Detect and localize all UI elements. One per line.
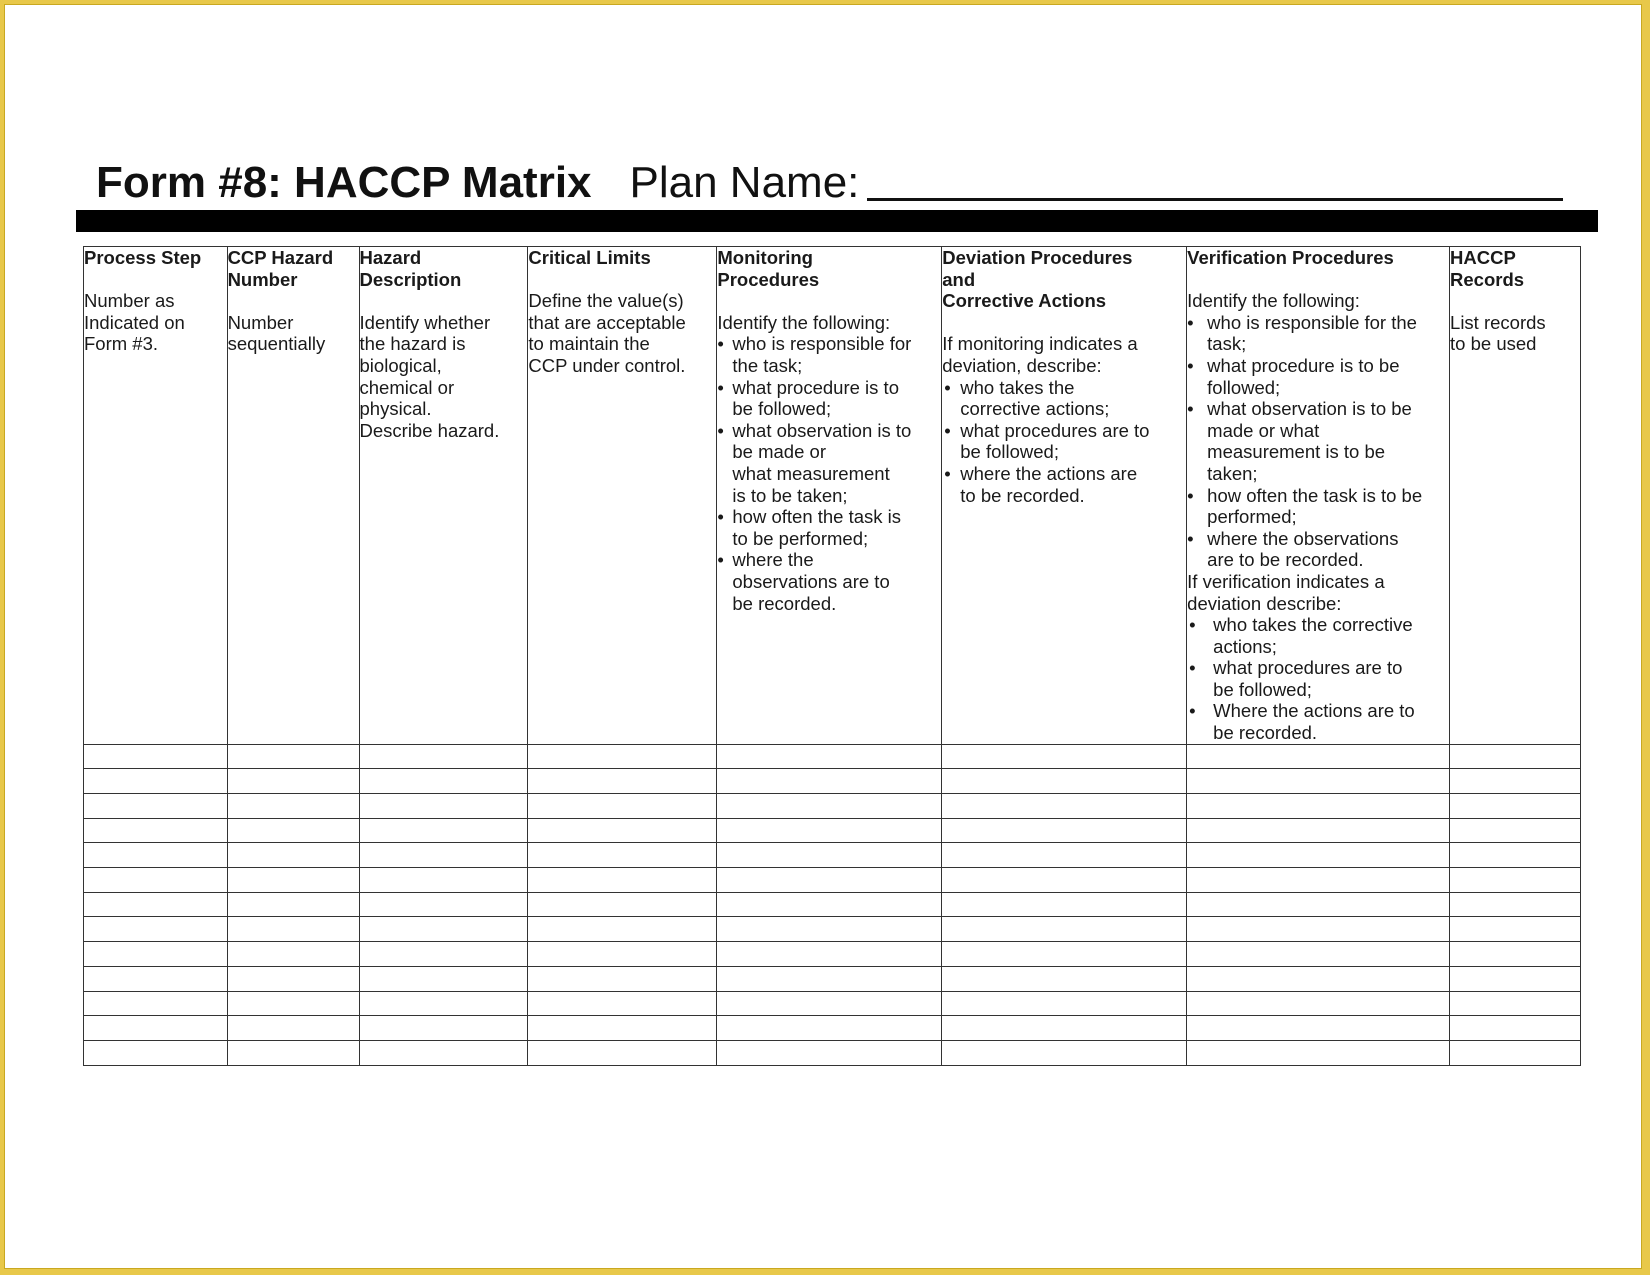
haccp-matrix-table	[83, 246, 1581, 1066]
entry-cell[interactable]	[717, 769, 942, 794]
title-row	[96, 145, 1551, 205]
entry-cell[interactable]	[84, 769, 228, 794]
entry-cell[interactable]	[1450, 744, 1581, 769]
entry-cell[interactable]	[942, 892, 1187, 917]
plan-name-field[interactable]	[867, 198, 1563, 201]
bullet-item: • what procedure is to be followed;	[717, 377, 941, 420]
entry-cell[interactable]	[84, 991, 228, 1016]
entry-row	[84, 843, 1581, 868]
entry-cell[interactable]	[84, 868, 228, 893]
col-monitoring-procedures	[717, 247, 942, 745]
col-title: CCP Hazard Number	[227, 247, 334, 290]
entry-cell[interactable]	[717, 843, 942, 868]
entry-cell[interactable]	[1450, 769, 1581, 794]
col-desc: Number sequentially	[227, 311, 326, 355]
col-title: HACCP Records	[1450, 247, 1525, 290]
entry-cell[interactable]	[1187, 1016, 1450, 1041]
bullet-item: • Where the actions are to be recorded.	[1187, 700, 1449, 743]
entry-cell[interactable]	[84, 794, 228, 819]
entry-cell[interactable]	[1187, 868, 1450, 893]
entry-cell[interactable]	[1187, 917, 1450, 942]
entry-cell[interactable]	[1187, 892, 1450, 917]
entry-cell[interactable]	[227, 744, 359, 769]
bullet-item: • what procedures are to be followed;	[1187, 657, 1449, 700]
bullet-list-secondary	[1187, 614, 1449, 744]
entry-cell[interactable]	[528, 892, 717, 917]
entry-cell[interactable]	[717, 966, 942, 991]
bullet-item: • who is responsible for the task;	[1187, 312, 1449, 355]
bullet-item: • how often the task is to be performed;	[717, 506, 941, 549]
entry-cell[interactable]	[717, 892, 942, 917]
entry-row	[84, 966, 1581, 991]
entry-cell[interactable]	[359, 917, 528, 942]
entry-cell[interactable]	[942, 794, 1187, 819]
col-process-step	[84, 247, 228, 745]
entry-cell[interactable]	[942, 1040, 1187, 1065]
form-title: Form #8: HACCP Matrix	[96, 158, 592, 207]
entry-cell[interactable]	[528, 744, 717, 769]
bullet-item: • what observation is to be made or what measurement is to be taken;	[717, 420, 941, 506]
entry-cell[interactable]	[84, 942, 228, 967]
entry-cell[interactable]	[528, 942, 717, 967]
entry-cell[interactable]	[227, 892, 359, 917]
entry-cell[interactable]	[227, 794, 359, 819]
entry-cell[interactable]	[227, 917, 359, 942]
bullet-item: • where the observations are to be recorded.	[717, 549, 941, 614]
entry-cell[interactable]	[359, 769, 528, 794]
entry-row	[84, 1040, 1581, 1065]
col-title: Critical Limits	[528, 247, 651, 268]
col-ccp-hazard-number	[227, 247, 359, 745]
entry-row	[84, 1016, 1581, 1041]
header-row	[84, 247, 1581, 745]
entry-cell[interactable]	[528, 794, 717, 819]
col-title: Hazard Description	[359, 247, 462, 290]
bullet-item: • what observation is to be made or what measurement is to be taken;	[1187, 398, 1449, 484]
entry-cell[interactable]	[227, 991, 359, 1016]
col-critical-limits	[528, 247, 717, 745]
entry-cell[interactable]	[717, 942, 942, 967]
entry-cell[interactable]	[359, 991, 528, 1016]
entry-row	[84, 942, 1581, 967]
entry-cell[interactable]	[1450, 942, 1581, 967]
entry-cell[interactable]	[359, 1016, 528, 1041]
entry-cell[interactable]	[717, 917, 942, 942]
col-desc: List records to be used	[1450, 311, 1546, 355]
entry-cell[interactable]	[528, 868, 717, 893]
col-deviation-procedures	[942, 247, 1187, 745]
entry-cell[interactable]	[717, 794, 942, 819]
entry-row	[84, 818, 1581, 843]
entry-cell[interactable]	[1450, 966, 1581, 991]
bullet-list	[942, 377, 1186, 507]
col-desc: Number as Indicated on Form #3.	[84, 290, 185, 355]
col-desc-secondary: If verification indicates a deviation describe:	[1187, 570, 1385, 614]
entry-cell[interactable]	[1450, 1016, 1581, 1041]
entry-cell[interactable]	[1187, 1040, 1450, 1065]
entry-cell[interactable]	[942, 818, 1187, 843]
entry-cell[interactable]	[227, 942, 359, 967]
bullet-item: • how often the task is to be performed;	[1187, 485, 1449, 528]
entry-cell[interactable]	[359, 843, 528, 868]
entry-cell[interactable]	[717, 1040, 942, 1065]
entry-cell[interactable]	[1187, 991, 1450, 1016]
entry-cell[interactable]	[717, 991, 942, 1016]
col-desc: Define the value(s) that are acceptable to maintain the CCP under control.	[528, 290, 686, 376]
entry-row	[84, 769, 1581, 794]
col-title: Process Step	[84, 247, 202, 268]
entry-cell[interactable]	[1450, 917, 1581, 942]
entry-cell[interactable]	[942, 942, 1187, 967]
entry-cell[interactable]	[84, 966, 228, 991]
col-desc: Identify whether the hazard is biological, chemical or physical. Describe hazard.	[359, 311, 500, 441]
entry-cell[interactable]	[227, 818, 359, 843]
entry-cell[interactable]	[359, 868, 528, 893]
entry-row	[84, 794, 1581, 819]
bullet-item: • what procedure is to be followed;	[1187, 355, 1449, 398]
entry-cell[interactable]	[359, 744, 528, 769]
entry-cell[interactable]	[528, 991, 717, 1016]
entry-cell[interactable]	[1187, 769, 1450, 794]
entry-cell[interactable]	[717, 744, 942, 769]
entry-cell[interactable]	[1187, 794, 1450, 819]
entry-cell[interactable]	[528, 1040, 717, 1065]
bullet-list	[717, 333, 941, 614]
entry-cell[interactable]	[942, 868, 1187, 893]
bullet-item: • who is responsible for the task;	[717, 333, 941, 376]
entry-cell[interactable]	[1450, 1040, 1581, 1065]
col-title: Monitoring Procedures	[717, 247, 820, 290]
bullet-item: • what procedures are to be followed;	[942, 420, 1186, 463]
entry-cell[interactable]	[942, 744, 1187, 769]
entry-cell[interactable]	[942, 991, 1187, 1016]
entry-cell[interactable]	[942, 843, 1187, 868]
entry-row	[84, 892, 1581, 917]
entry-cell[interactable]	[717, 868, 942, 893]
col-verification-procedures	[1187, 247, 1450, 745]
entry-rows	[84, 744, 1581, 1065]
col-title: Deviation Procedures and Corrective Actions	[942, 247, 1133, 312]
entry-cell[interactable]	[359, 892, 528, 917]
entry-cell[interactable]	[227, 868, 359, 893]
entry-cell[interactable]	[528, 769, 717, 794]
entry-cell[interactable]	[84, 843, 228, 868]
entry-row	[84, 868, 1581, 893]
entry-cell[interactable]	[717, 1016, 942, 1041]
bullet-item: • where the observations are to be recorded.	[1187, 528, 1449, 571]
entry-cell[interactable]	[1187, 744, 1450, 769]
entry-cell[interactable]	[359, 794, 528, 819]
entry-cell[interactable]	[942, 966, 1187, 991]
entry-cell[interactable]	[1187, 818, 1450, 843]
col-desc: If monitoring indicates a deviation, describe:	[942, 333, 1138, 376]
entry-cell[interactable]	[942, 1016, 1187, 1041]
entry-cell[interactable]	[528, 818, 717, 843]
entry-cell[interactable]	[528, 843, 717, 868]
plan-name-label: Plan Name:	[629, 158, 860, 207]
col-title: Verification Procedures	[1187, 247, 1394, 268]
entry-cell[interactable]	[227, 1040, 359, 1065]
bullet-item: • where the actions are to be recorded.	[942, 463, 1186, 506]
entry-cell[interactable]	[1187, 942, 1450, 967]
entry-cell[interactable]	[359, 818, 528, 843]
entry-cell[interactable]	[942, 769, 1187, 794]
entry-cell[interactable]	[1450, 892, 1581, 917]
entry-cell[interactable]	[1450, 868, 1581, 893]
entry-cell[interactable]	[84, 892, 228, 917]
entry-cell[interactable]	[528, 1016, 717, 1041]
entry-cell[interactable]	[942, 917, 1187, 942]
entry-cell[interactable]	[84, 818, 228, 843]
entry-cell[interactable]	[717, 818, 942, 843]
entry-cell[interactable]	[1450, 991, 1581, 1016]
entry-cell[interactable]	[227, 1016, 359, 1041]
col-desc: Identify the following:	[717, 311, 891, 333]
entry-cell[interactable]	[528, 917, 717, 942]
bullet-item: • who takes the corrective actions;	[1187, 614, 1449, 657]
header-rule-bar	[76, 210, 1598, 232]
entry-cell[interactable]	[227, 843, 359, 868]
entry-row	[84, 917, 1581, 942]
entry-cell[interactable]	[227, 769, 359, 794]
entry-cell[interactable]	[84, 1040, 228, 1065]
entry-cell[interactable]	[1187, 966, 1450, 991]
entry-cell[interactable]	[1187, 843, 1450, 868]
col-desc: Identify the following:	[1187, 290, 1360, 312]
entry-cell[interactable]	[1450, 843, 1581, 868]
entry-cell[interactable]	[528, 966, 717, 991]
col-hazard-description	[359, 247, 528, 745]
entry-cell[interactable]	[227, 966, 359, 991]
col-haccp-records	[1450, 247, 1581, 745]
entry-cell[interactable]	[359, 1040, 528, 1065]
bullet-item: • who takes the corrective actions;	[942, 377, 1186, 420]
entry-cell[interactable]	[84, 1016, 228, 1041]
entry-cell[interactable]	[1450, 818, 1581, 843]
entry-row	[84, 744, 1581, 769]
bullet-list	[1187, 312, 1449, 571]
form-page	[4, 4, 1642, 1269]
entry-cell[interactable]	[84, 744, 228, 769]
entry-cell[interactable]	[359, 966, 528, 991]
entry-cell[interactable]	[1450, 794, 1581, 819]
entry-cell[interactable]	[359, 942, 528, 967]
entry-row	[84, 991, 1581, 1016]
entry-cell[interactable]	[84, 917, 228, 942]
